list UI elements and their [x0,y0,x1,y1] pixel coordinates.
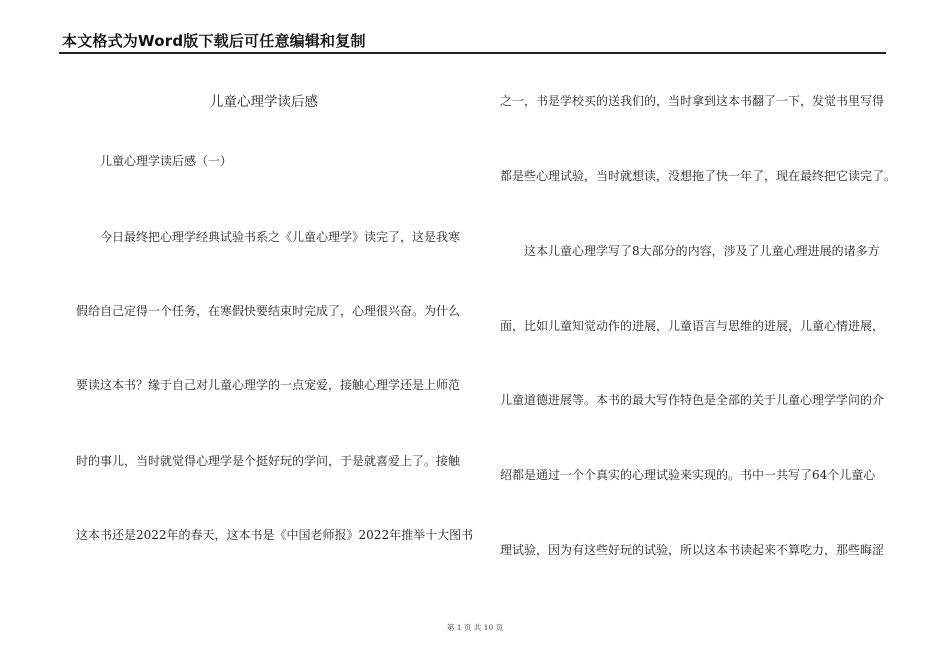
paragraph-line: 假给自己定得一个任务，在寒假快要结束时完成了，心理很兴奋。为什么 [76,304,461,318]
paragraph-line: 之一，书是学校买的送我们的，当时拿到这本书翻了一下，发觉书里写得 [500,94,885,108]
paragraph-line: 面，比如儿童知觉动作的进展，儿童语言与思维的进展，儿童心情进展， [500,319,885,333]
page-number: 第 1 页 共 10 页 [446,623,504,632]
document-banner: 本文格式为Word版下载后可任意编辑和复制 [62,32,366,50]
paragraph-line: 这本儿童心理学写了8大部分的内容，涉及了儿童心理进展的诸多方 [524,244,880,258]
paragraph-line: 理试验，因为有这些好玩的试验，所以这本书读起来不算吃力，那些晦涩 [500,543,885,557]
paragraph-line: 今日最终把心理学经典试验书系之《儿童心理学》读完了，这是我寒 [100,230,461,244]
paragraph-line: 儿童道德进展等。本书的最大写作特色是全部的关于儿童心理学学问的介 [500,393,885,407]
document-title: 儿童心理学读后感 [210,94,318,110]
section-heading: 儿童心理学读后感（一） [100,154,233,168]
paragraph-line: 这本书还是2022年的春天，这本书是《中国老师报》2022年推举十大图书 [76,528,474,542]
paragraph-line: 绍都是通过一个个真实的心理试验来实现的。书中一共写了64个儿童心 [500,468,876,482]
paragraph-line: 要读这本书？缘于自己对儿童心理学的一点宠爱，接触心理学还是上师范 [76,378,461,392]
paragraph-line: 时的事儿，当时就觉得心理学是个挺好玩的学问，于是就喜爱上了。接触 [76,454,461,468]
header-rule [59,52,886,54]
paragraph-line: 都是些心理试验，当时就想读，没想拖了快一年了，现在最终把它读完了。 [500,169,897,183]
